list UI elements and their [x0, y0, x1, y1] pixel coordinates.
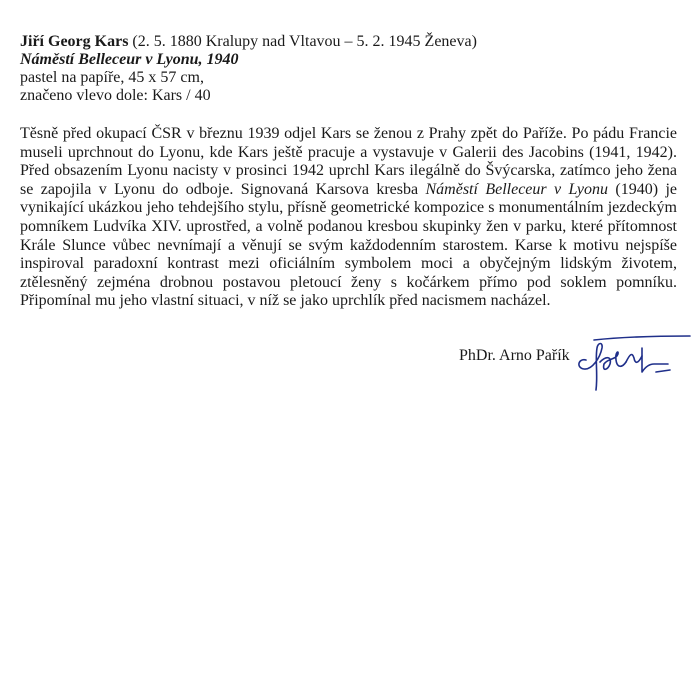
signed-line: značeno vlevo dole: Kars / 40	[20, 87, 211, 104]
handwritten-signature-icon	[572, 334, 692, 396]
paragraph-part-2: (1940) je vynikající ukázkou jeho tehdejšího stylu, přísně geometrické kompozice s monumentálním jezdeckým pomníkem Ludvíka XIV. uprostřed, a volně podanou kresbou skupinky žen v parku, které přítomnost Krále Slunce vůbec nevnímají a věnují se svým každodenním starostem. Karse k motivu nejspíše inspiroval paradoxní kontrast mezi oficiálním symbolem moci a obyčejným lidským životem, ztělesněný zejména drobnou postavou pletoucí ženy s kočárkem přímo pod soklem pomníku. Připomínal mu jeho vlastní situaci, v níž se jako uprchlík před nacismem nacházel.	[20, 180, 678, 310]
author-name: PhDr. Arno Pařík	[459, 347, 570, 364]
description-paragraph	[20, 125, 677, 311]
artist-name: Jiří Georg Kars	[20, 33, 129, 50]
paragraph-part-1: Těsně před okupací ČSR v březnu 1939 odjel Kars se ženou z Prahy zpět do Paříže. Po pádu Francie museli uprchnout do Lyonu, kde Kars ještě pracuje a vystavuje v Galerii des Jacobins (1941, 1942). Před obsazením Lyonu nacisty v prosinci 1942 uprchl Kars ilegálně do Švýcarska, zatímco jeho žena se zapojila v Lyonu do odboje. Signovaná Karsova kresba	[20, 125, 677, 198]
title-line	[20, 51, 680, 69]
artist-dates: (2. 5. 1880 Kralupy nad Vltavou – 5. 2. 1945 Ženeva)	[128, 33, 477, 50]
artwork-header	[20, 33, 680, 105]
paragraph-italic-title: Náměstí Belleceur v Lyonu	[425, 180, 609, 198]
medium-line: pastel na papíře, 45 x 57 cm,	[20, 69, 204, 86]
artwork-title: Náměstí Belleceur v Lyonu	[20, 51, 199, 68]
artwork-year: , 1940	[198, 51, 239, 68]
artist-line	[20, 33, 680, 51]
